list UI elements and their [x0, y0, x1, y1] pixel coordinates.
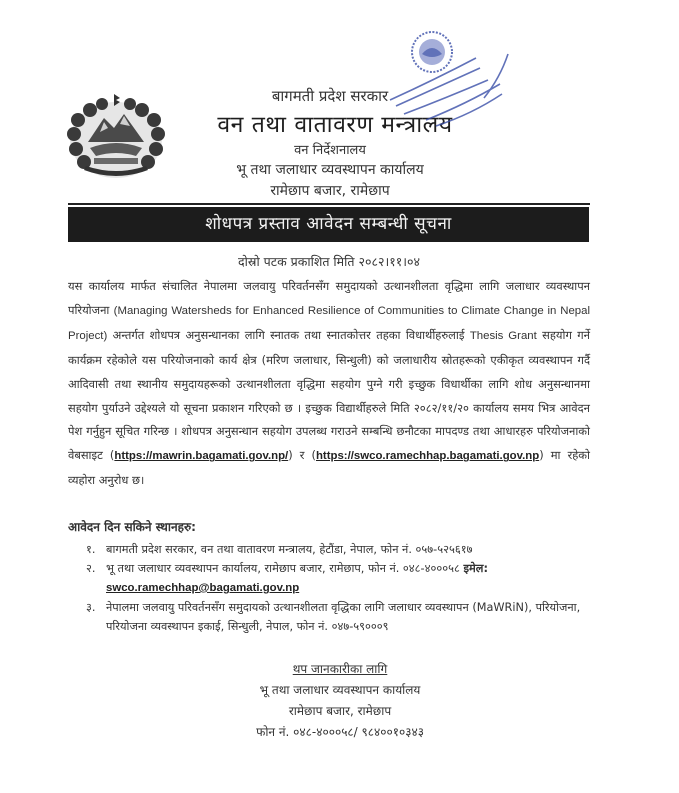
- publish-date: दोस्रो पटक प्रकाशित मिति २०८२।११।०४: [238, 254, 420, 269]
- list-item: [86, 540, 596, 559]
- contact-office: भू तथा जलाधार व्यवस्थापन कार्यालय: [259, 683, 421, 697]
- mawrin-website-link[interactable]: https://mawrin.bagamati.gov.np/: [114, 450, 289, 463]
- notice-body: [68, 275, 590, 493]
- list-number: १.: [86, 543, 96, 556]
- government-name: बागमती प्रदेश सरकार: [271, 87, 389, 105]
- body-text: सहयोग गर्ने कार्यक्रम रहेकोले यस परियोजनाको कार्य क्षेत्र (मरिण जलाधार, सिन्धुली) को जलाधारीय स्रोतहरूको एकीकृत व्यवस्थापन गर्दै आदिवासी तथा स्थानीय समुदायहरूको उत्थानशीलता वृद्धिमा सहयोग पुग्ने गरी इच्छुक विधार्थीका लागि शोध अनुसन्धानमा सहयोग पुर्याउने उद्देश्यले यो सूचना प्रकाशन गरिएको छ । इच्छुक विद्यार्थीहरुले मिति २०८२/११/२० कार्यालय समय भित्र आवेदन पेश गर्नुहुन सूचित गरिन्छ । शोधपत्र अनुसन्धान सहयोग उपलब्ध गराउने सम्बन्धि छनौटका मापदण्ड तथा आधारहरु परियोजनाको वेबसाइट (: [68, 327, 591, 463]
- swco-website-link[interactable]: https://swco.ramechhap.bagamati.gov.np: [315, 450, 540, 463]
- body-text: ) र (: [288, 448, 316, 463]
- contact-phone: फोन नं. ०४८-४०००५८/ ९८४००१०३४३: [256, 725, 424, 739]
- list-text: भू तथा जलाधार व्यवस्थापन कार्यालय, रामेछाप बजार, रामेछाप, फोन नं. ०४८-४०००५८: [106, 562, 464, 575]
- locations-list: [86, 540, 596, 636]
- list-number: २.: [86, 562, 96, 575]
- list-number: ३.: [86, 601, 96, 614]
- email-link[interactable]: swco.ramechhap@bagamati.gov.np: [106, 582, 300, 594]
- official-stamp: [376, 28, 516, 128]
- body-text: अन्तर्गत शोधपत्र अनुसन्धानका लागि स्नातक तथा स्नातकोत्तर तहका विधार्थीहरुलाई: [107, 327, 470, 342]
- locations-heading: आवेदन दिन सकिने स्थानहरु:: [68, 520, 196, 534]
- header-divider: [68, 203, 590, 205]
- notice-title: शोधपत्र प्रस्ताव आवेदन सम्बन्धी सूचना: [68, 207, 589, 242]
- body-text: यस कार्यालय मार्फत संचालित नेपालमा जलवायु परिवर्तनसँग समुदायको उत्थानशीलता वृद्धिमा लागि जलाधार व्यवस्थापन परियोजना: [68, 279, 590, 317]
- list-text: बागमती प्रदेश सरकार, वन तथा वातावरण मन्त्रालय, हेटौंडा, नेपाल, फोन नं. ०५७-५२५६१७: [106, 543, 473, 556]
- list-text: नेपालमा जलवायु परिवर्तनसँग समुदायको उत्थानशीलता वृद्धिका लागि जलाधार व्यवस्थापन (MaWRiN), परियोजना, परियोजना व्यवस्थापन इकाई, सिन्धुली, नेपाल, फोन नं. ०४७-५९०००९: [106, 601, 581, 633]
- contact-location: रामेछाप बजार, रामेछाप: [288, 704, 392, 718]
- office-location: रामेछाप बजार, रामेछाप: [270, 183, 390, 199]
- thesis-grant-text: Thesis Grant: [469, 329, 537, 342]
- ministry-name: वन तथा वातावरण मन्त्रालय: [217, 112, 453, 138]
- contact-block: [180, 659, 500, 743]
- project-name-english: (Managing Watersheds for Enhanced Resilience of Communities to Climate Change in Nepal Project): [68, 304, 590, 342]
- government-emblem-logo: [64, 92, 168, 182]
- office-name: भू तथा जलाधार व्यवस्थापन कार्यालय: [236, 162, 424, 178]
- email-label: इमेल:: [463, 562, 488, 575]
- list-item: [86, 559, 596, 598]
- list-item: [86, 598, 596, 636]
- body-text: ) मा रहेको व्यहोरा अनुरोध छ।: [68, 448, 591, 488]
- directorate-name: वन निर्देशनालय: [294, 143, 366, 158]
- contact-title: थप जानकारीका लागि: [292, 662, 388, 676]
